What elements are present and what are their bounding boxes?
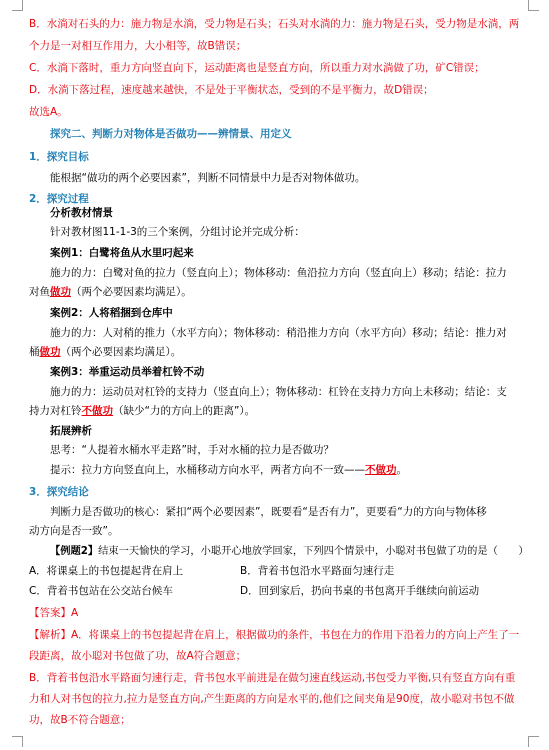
explanation-line5: 功，故B不符合题意； [29,714,131,726]
hint-text [50,463,407,477]
option-a: A．将课桌上的书包提起背在肩上 [29,565,184,577]
case1-line1: 施力的力：白鹭对鱼的拉力（竖直向上）；物体移动：鱼沿拉力方向（竖直向上）移动；结论：拉力 [50,267,507,279]
case1-keyword: 做功 [50,286,71,298]
explanation-line2: 段距离，故小聪对书包做了功，故A符合题意； [29,650,247,662]
conclusion-line1: 判断力是否做功的核心：紧扣“两个必要因素”，既要看“是否有力”，更要看“力的方向与物体移 [50,506,487,518]
corner-mark-bottom-right [528,736,539,747]
analysis-b-line2: 个力是一对相互作用力，大小相等，故B错误； [29,40,247,52]
analysis-b-line1: B．水淌对石头的力：施力物是水淌，受力物是石头；石头对水淌的力：施力物是石头，受力物是水淌，两 [29,18,520,30]
case2-title: 案例2：人将稻捆到仓库中 [50,307,173,319]
heading-process: 2．探究过程 [29,193,89,205]
case3-keyword: 不做功 [81,405,113,417]
case2-line1: 施力的力：人对稍的推力（水平方向）；物体移动：稍沿推力方向（水平方向）移动；结论：推力对 [50,327,507,339]
explanation-line1: 【解析】A．将课桌上的书包提起背在肩上，根据做功的条件，书包在力的作用下沿着力的方向上产生了一 [29,629,520,641]
case3-title: 案例3：举重运动员举着杠铃不动 [50,366,205,378]
subheading-extension: 拓展辨析 [50,425,92,437]
answer-label: 【答案】A [29,607,79,619]
subheading-textbook: 分析教材情景 [50,207,113,219]
corner-mark-top-right [528,0,539,11]
corner-mark-bottom-left [12,736,23,747]
case2-keyword: 做功 [39,346,61,358]
explanation-line3: B．背着书包沿水平路面匀速行走，背书包水平前进是在做匀速直线运动,书包受力平衡,只有竖直方向有重 [29,672,516,684]
analysis-c: C．水淌下落时，重力方向竖直向下，运动距离也是竖直方向，所以重力对水淌做了功，矿C错误； [29,62,485,74]
case1-line2 [29,285,192,299]
option-c: C．背着书包站在公交站台候车 [29,585,173,597]
case2-line2-start: 桶 [29,346,40,358]
option-d: D．回到家后，扔向书桌的书包离开手继续向前运动 [240,585,480,597]
case1-line2-end: （两个必要因素均满足）。 [71,286,192,298]
corner-mark-top-left [12,0,23,11]
heading-goal: 1．探究目标 [29,151,89,163]
answer-choice: 故选A。 [29,106,68,118]
section-title: 探究二、判断力对物体是否做功——辨情景、用定义 [50,128,292,140]
goal-text: 能根据“做功的两个必要因素”，判断不同情景中力是否对物体做功。 [50,172,366,184]
analysis-d: D．水淌下落过程，速度越来越快，不是处于平衡状态，受到的不是平衡力，故D错误； [29,84,434,96]
hint-start: 提示：拉力方向竖直向上，水桶移动方向水平，两者方向不一致—— [50,464,365,476]
option-b: B．背着书包沿水平路面匀速行走 [240,565,395,577]
heading-conclusion: 3．探究结论 [29,486,89,498]
case2-line2-end: （两个必要因素均满足）。 [60,346,182,358]
example-label: 【例题2】 [50,545,99,557]
hint-keyword: 不做功 [365,464,397,476]
hint-end: 。 [396,464,407,476]
case3-line2-end: （缺少“力的方向上的距离”）。 [113,405,256,417]
case3-line2-start: 持力对杠铃 [29,405,82,417]
explanation-line4: 力和人对书包的拉力,拉力是竖直方向,产生距离的方向是水平的,他们之间夹角是90度，故小聪对书包不做 [29,693,515,705]
intro-text: 针对教材图11-1-3的三个案例，分组讨论并完成分析： [50,226,305,238]
think-text: 思考：“人提着水桶水平走路”时，手对水桶的拉力是否做功？ [50,444,334,456]
case3-line2 [29,404,255,418]
conclusion-line2: 动方向是否一致”。 [29,525,119,537]
example-question-text: 结束一天愉快的学习，小聪开心地放学回家，下列四个情景中，小聪对书包做了功的是（ ） [98,545,529,557]
case1-title: 案例1：白鹭将鱼从水里叼起来 [50,247,194,259]
example-question [50,544,529,558]
case2-line2 [29,345,181,359]
case3-line1: 施力的力：运动员对杠铃的支持力（竖直向上）；物体移动：杠铃在支持力方向上未移动；结论：支 [50,386,507,398]
case1-line2-start: 对鱼 [29,286,50,298]
